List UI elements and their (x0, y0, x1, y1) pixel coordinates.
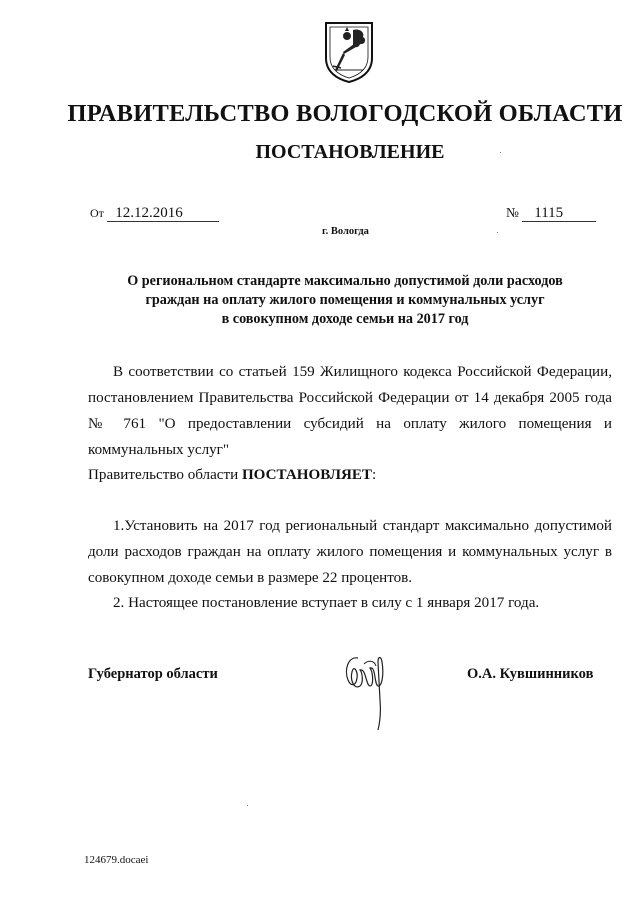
coat-of-arms-icon (323, 20, 375, 84)
number-line (506, 205, 596, 222)
date-value: 12.12.2016 (107, 205, 219, 222)
body-paragraph-1: В соответствии со статьей 159 Жилищного кодекса Российской Федерации, постановлением Правительства Российской Федерации от 14 декабря 2005 года № 761 "О предоставлении субсидий на оплату жилого помещения и коммунальных услуг" (88, 364, 612, 458)
signatory-title: Губернатор области (88, 666, 218, 682)
scan-speck (500, 152, 501, 153)
signature-icon (340, 650, 400, 734)
subject (0, 272, 640, 329)
decree-keyword: ПОСТАНОВЛЯЕТ (241, 467, 372, 483)
org-title: ПРАВИТЕЛЬСТВО ВОЛОГОДСКОЙ ОБЛАСТИ (67, 100, 623, 127)
body-paragraph-3: 1.Установить на 2017 год региональный стандарт максимально допустимой доли расходов граждан на оплату жилого помещения и коммунальных услуг в совокупном доходе семьи в размере 22 процентов. (88, 518, 612, 586)
scan-speck (497, 232, 498, 233)
number-prefix: № (506, 205, 519, 220)
number-value: 1115 (522, 205, 596, 222)
date-prefix: От (90, 206, 104, 220)
body-paragraph-4: 2. Настоящее постановление вступает в силу с 1 января 2017 года. (113, 595, 540, 611)
city: г. Вологда (322, 226, 369, 237)
date-line (90, 205, 219, 222)
scan-speck (247, 805, 248, 806)
subject-line-2: граждан на оплату жилого помещения и коммунальных услуг (145, 292, 545, 308)
file-code: 124679.docaei (84, 854, 149, 866)
subject-line-3: в совокупном доходе семьи на 2017 год (221, 311, 469, 327)
body-paragraph-2 (88, 462, 612, 488)
subject-line-1: О региональном стандарте максимально допустимой доли расходов (127, 273, 563, 289)
document-type: ПОСТАНОВЛЕНИЕ (255, 141, 445, 163)
decree-prefix: Правительство области (88, 467, 242, 483)
decree-suffix: : (371, 467, 377, 483)
signatory-name: О.А. Кувшинников (467, 666, 594, 682)
